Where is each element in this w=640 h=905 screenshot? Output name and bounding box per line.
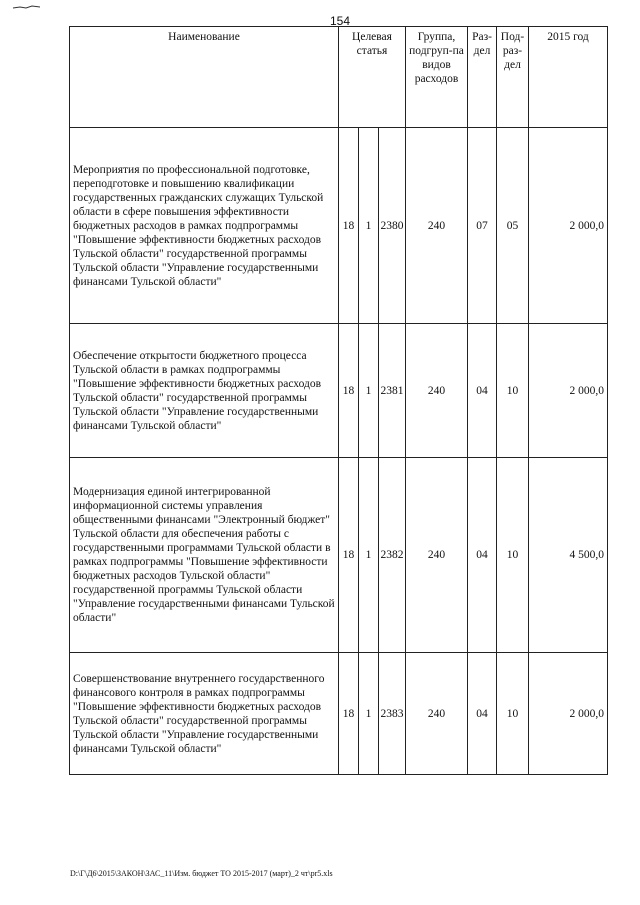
row-name: Совершенствование внутреннего государственного финансового контроля в рамках подпрограммы "Повышение эффективности бюджетных расходов Тульской области" государственной программы Тульской области "Управление государственными финансами Тульской области" <box>70 653 339 775</box>
header-target-article: Целевая статья <box>339 27 406 128</box>
row-code-direction: 2383 <box>379 653 406 775</box>
row-amount: 2 000,0 <box>529 324 608 458</box>
row-name: Модернизация единой интегрированной информационной системы управления общественными финансами "Электронный бюджет" Тульской области для обеспечения работы с государственными программами Тульской области в рамках подпрограммы "Повышение эффективности бюджетных расходов Тульской области" государственной программы Тульской области "Управление государственными финансами Тульской области" <box>70 458 339 653</box>
table-row <box>70 324 608 458</box>
table-row <box>70 128 608 324</box>
row-code-subprogram: 1 <box>359 128 379 324</box>
row-subsection: 10 <box>497 458 529 653</box>
budget-table <box>69 26 608 775</box>
row-code-subprogram: 1 <box>359 653 379 775</box>
row-subsection: 10 <box>497 324 529 458</box>
row-group: 240 <box>406 653 468 775</box>
row-group: 240 <box>406 324 468 458</box>
row-code-subprogram: 1 <box>359 458 379 653</box>
row-amount: 4 500,0 <box>529 458 608 653</box>
scan-mark <box>12 4 44 10</box>
row-code-program: 18 <box>339 458 359 653</box>
row-code-program: 18 <box>339 324 359 458</box>
table-header-row <box>70 27 608 128</box>
page-number: 154 <box>330 14 351 28</box>
row-code-program: 18 <box>339 653 359 775</box>
header-group: Группа, подгруп-па видов расходов <box>406 27 468 128</box>
row-section: 04 <box>468 324 497 458</box>
row-subsection: 10 <box>497 653 529 775</box>
row-group: 240 <box>406 458 468 653</box>
header-subsection: Под-раз-дел <box>497 27 529 128</box>
row-amount: 2 000,0 <box>529 653 608 775</box>
header-section: Раз-дел <box>468 27 497 128</box>
table-row <box>70 458 608 653</box>
row-code-direction: 2380 <box>379 128 406 324</box>
header-name: Наименование <box>70 27 339 128</box>
row-name: Мероприятия по профессиональной подготовке, переподготовке и повышению квалификации государственных гражданских служащих Тульской области в сфере повышения эффективности бюджетных расходов в рамках подпрограммы "Повышение эффективности бюджетных расходов Тульской области" государственной программы Тульской области "Управление государственными финансами Тульской области" <box>70 128 339 324</box>
row-code-program: 18 <box>339 128 359 324</box>
row-section: 07 <box>468 128 497 324</box>
header-year: 2015 год <box>529 27 608 128</box>
row-amount: 2 000,0 <box>529 128 608 324</box>
row-group: 240 <box>406 128 468 324</box>
row-name: Обеспечение открытости бюджетного процесса Тульской области в рамках подпрограммы "Повышение эффективности бюджетных расходов Тульской области" государственной программы Тульской области "Управление государственными финансами Тульской области" <box>70 324 339 458</box>
table-row <box>70 653 608 775</box>
file-path-footer: D:\Г\Д6\2015\ЗАКОН\ЗАС_11\Изм. бюджет ТО 2015-2017 (март)_2 чт\pr5.xls <box>70 869 333 878</box>
row-code-direction: 2381 <box>379 324 406 458</box>
row-code-direction: 2382 <box>379 458 406 653</box>
row-subsection: 05 <box>497 128 529 324</box>
row-code-subprogram: 1 <box>359 324 379 458</box>
row-section: 04 <box>468 458 497 653</box>
row-section: 04 <box>468 653 497 775</box>
